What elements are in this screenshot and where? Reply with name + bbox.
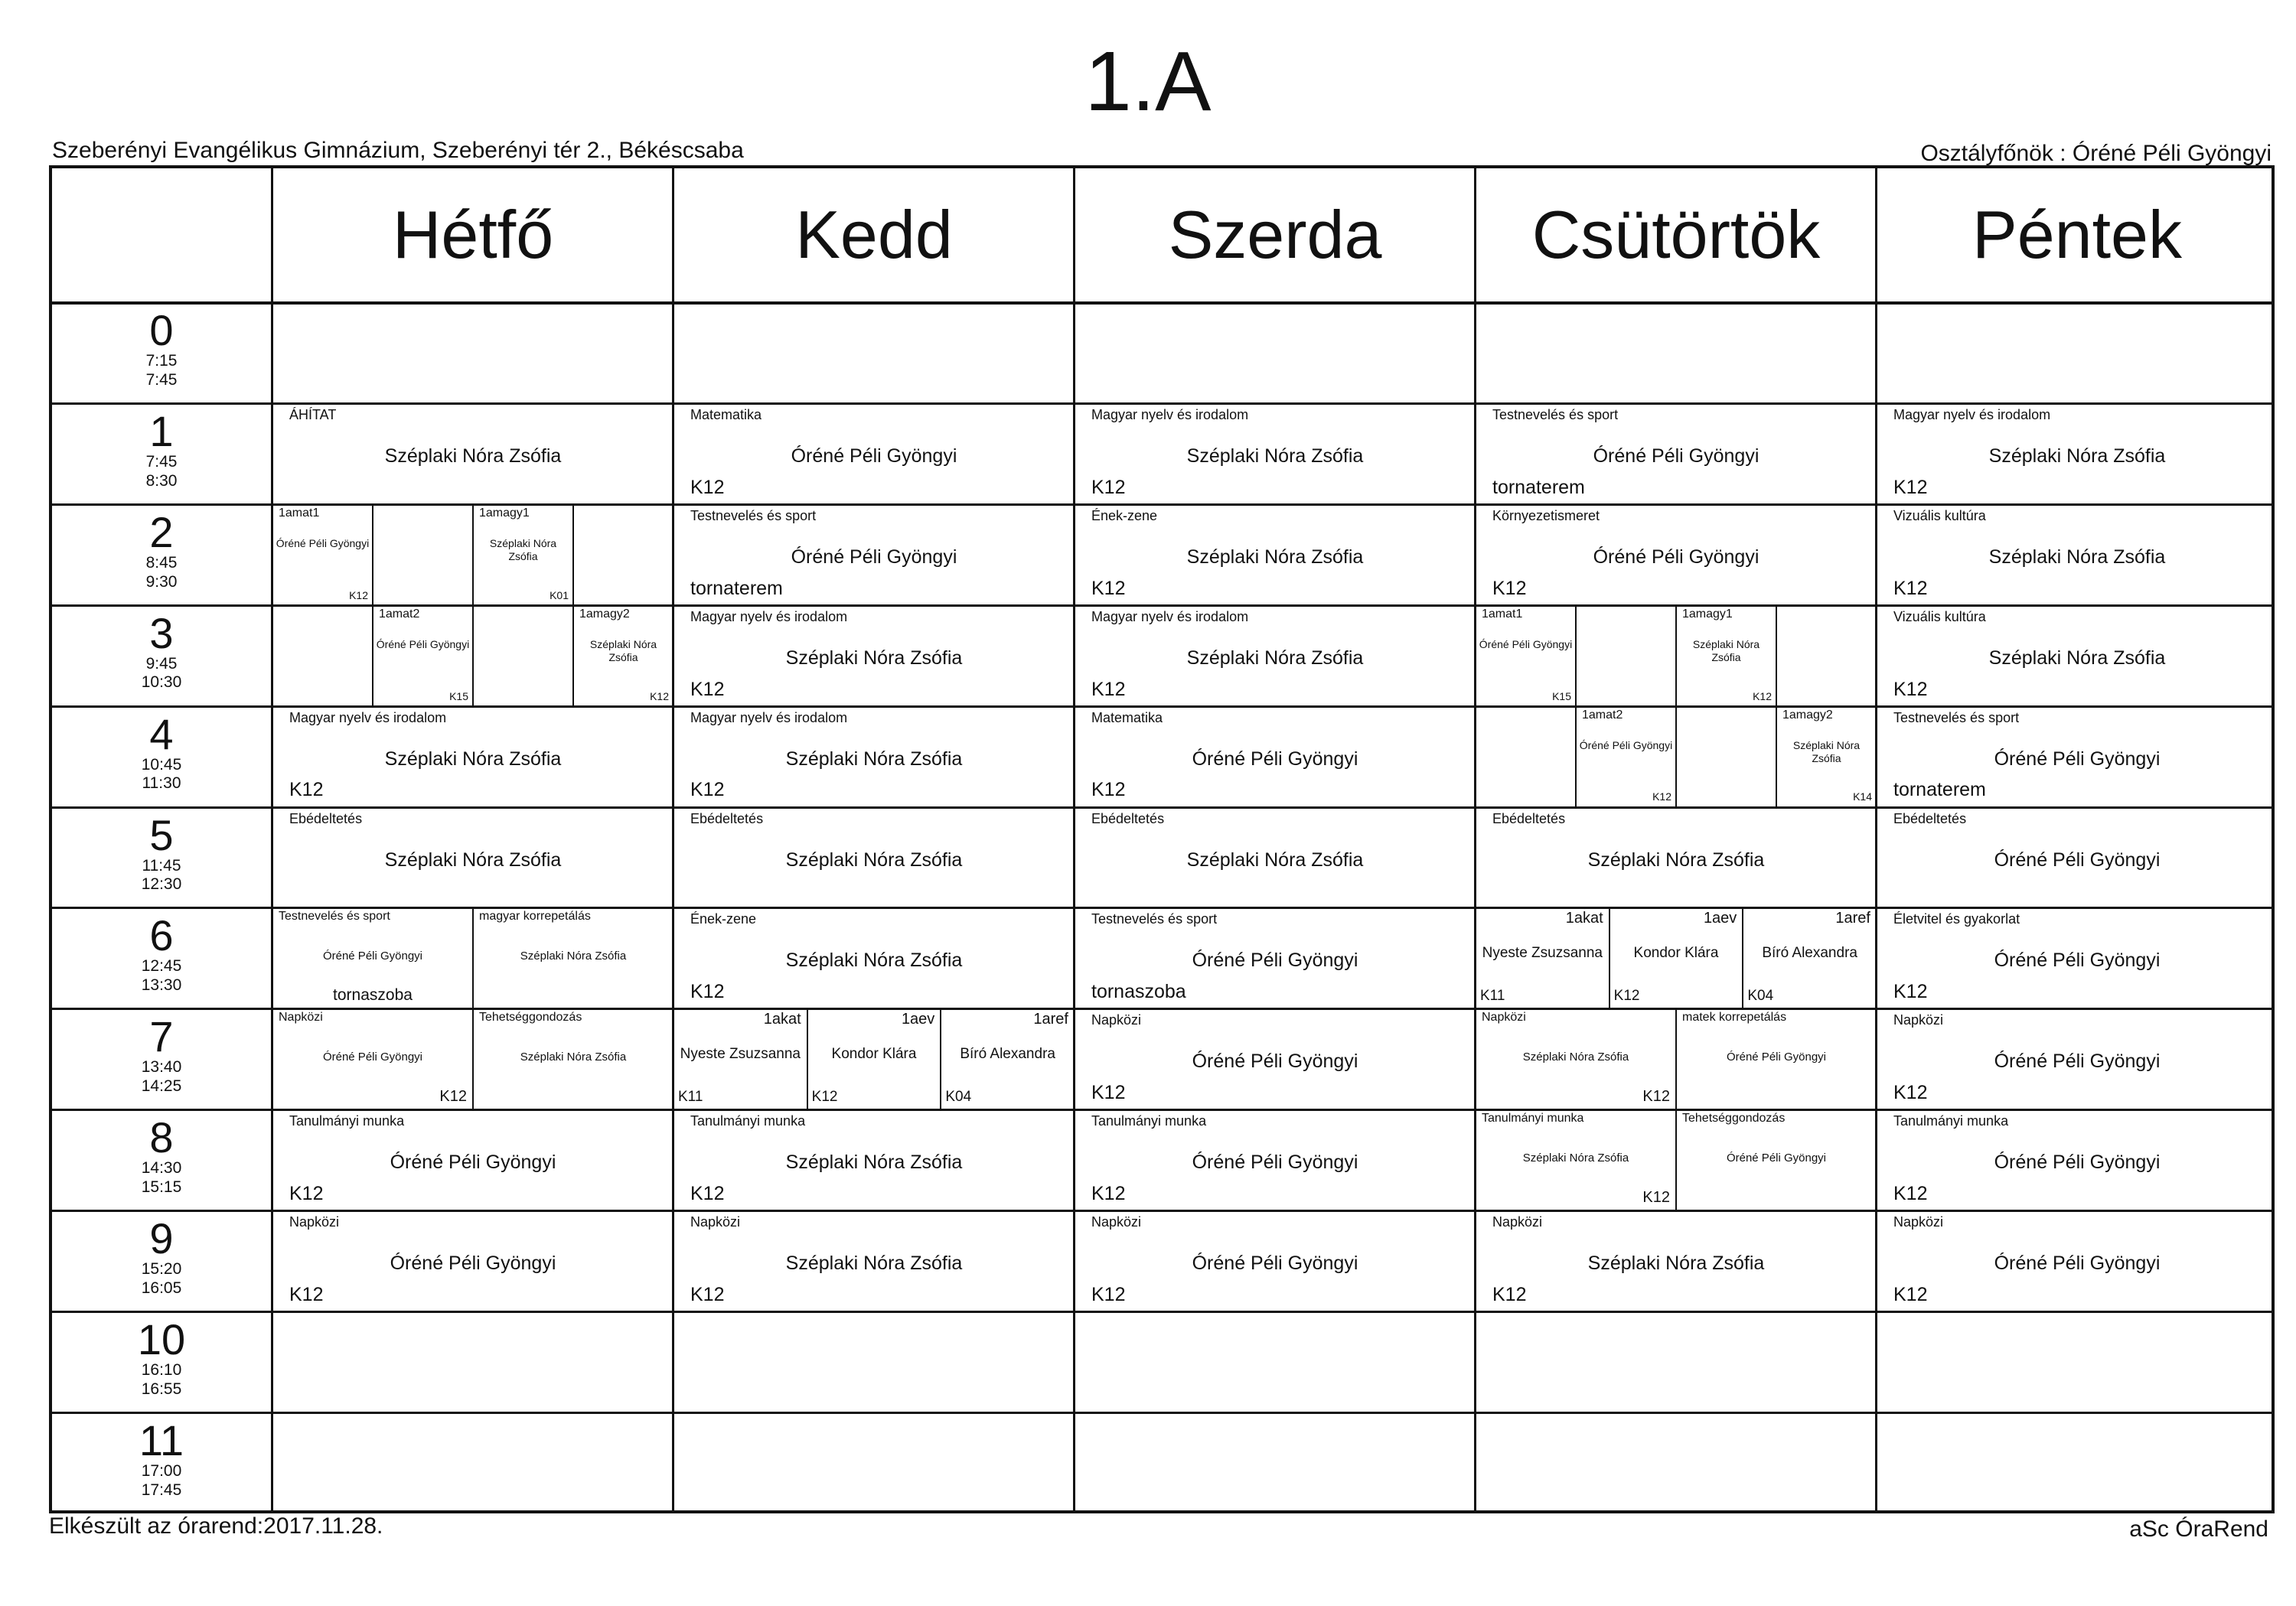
lesson-teacher: Széplaki Nóra Zsófia: [785, 1152, 963, 1174]
religion-group-cell[interactable]: [1609, 908, 1743, 1009]
lesson-teacher: Óréné Péli Gyöngyi: [1192, 1152, 1358, 1174]
lesson-teacher: Széplaki Nóra Zsófia: [785, 748, 963, 770]
lesson-room: K12: [1642, 1088, 1670, 1106]
lesson-room: K12: [690, 678, 725, 700]
period-number: 0: [149, 306, 174, 354]
group-name: 1amagy2: [579, 607, 630, 621]
lesson-room: K12: [289, 1283, 324, 1305]
period-number: 2: [149, 507, 174, 556]
lesson-cell[interactable]: [1877, 1009, 2278, 1110]
period-start-time: 13:40: [141, 1058, 182, 1077]
lesson-room: K12: [690, 1183, 725, 1205]
lesson-cell[interactable]: [673, 404, 1075, 505]
lesson-room: K12: [690, 476, 725, 498]
lesson-subject: Ének-zene: [1091, 507, 1158, 523]
lesson-cell[interactable]: [1075, 707, 1476, 808]
lesson-cell[interactable]: [1476, 808, 1877, 909]
group-lesson-cell[interactable]: [373, 606, 473, 707]
religion-group-cell[interactable]: [807, 1009, 941, 1110]
lesson-subject: Tanulmányi munka: [1482, 1112, 1584, 1126]
lesson-subject: Magyar nyelv és irodalom: [1091, 406, 1249, 422]
group-teacher: Óréné Péli Gyöngyi: [1579, 738, 1673, 751]
period-end-time: 8:30: [145, 471, 178, 490]
group-teacher: Óréné Péli Gyöngyi: [376, 637, 470, 650]
lesson-cell[interactable]: [1476, 505, 1877, 606]
period-end-time: 9:30: [145, 572, 178, 591]
group-room: K11: [678, 1089, 703, 1106]
lesson-cell[interactable]: [272, 1110, 673, 1211]
lesson-cell[interactable]: [673, 505, 1075, 606]
group-lesson-cell[interactable]: [272, 505, 373, 606]
day-header: Szerda: [1168, 197, 1382, 272]
group-room: K11: [1480, 988, 1505, 1005]
group-name: 1amat2: [379, 607, 420, 621]
lesson-subject: Testnevelés és sport: [279, 910, 390, 924]
lesson-teacher: Óréné Péli Gyöngyi: [1192, 748, 1358, 770]
lesson-subject: Ének-zene: [690, 911, 757, 927]
group-name: 1aev: [901, 1011, 935, 1028]
period-label: [52, 908, 271, 1009]
period-start-time: 7:45: [145, 452, 178, 471]
lesson-cell[interactable]: [272, 808, 673, 909]
lesson-cell[interactable]: [1877, 1110, 2278, 1211]
lesson-room: tornaterem: [1893, 779, 1986, 801]
lesson-cell[interactable]: [1877, 1211, 2278, 1312]
lesson-subject: Tehetséggondozás: [479, 1011, 582, 1025]
lesson-subject: Napközi: [279, 1011, 323, 1025]
lesson-subject: Testnevelés és sport: [1091, 911, 1218, 927]
lesson-subject: Tanulmányi munka: [690, 1113, 806, 1129]
lesson-subject: Életvitel és gyakorlat: [1893, 911, 2020, 927]
half-lesson-cell[interactable]: [1476, 1110, 1676, 1211]
lesson-cell[interactable]: [1075, 606, 1476, 707]
lesson-subject: Napközi: [1482, 1011, 1526, 1025]
period-end-time: 12:30: [141, 875, 182, 894]
lesson-teacher: Széplaki Nóra Zsófia: [785, 950, 963, 972]
lesson-teacher: Széplaki Nóra Zsófia: [384, 748, 562, 770]
group-room: K12: [811, 1089, 838, 1106]
lesson-cell[interactable]: [1075, 404, 1476, 505]
period-label: [52, 606, 271, 707]
timetable-grid: [49, 165, 2275, 1513]
lesson-room: K12: [1893, 1183, 1928, 1205]
period-end-time: 16:05: [141, 1279, 182, 1297]
lesson-room: K12: [1091, 1183, 1126, 1205]
lesson-cell[interactable]: [673, 606, 1075, 707]
lesson-room: K12: [1893, 1082, 1928, 1104]
period-number: 8: [149, 1113, 174, 1162]
lesson-subject: Vizuális kultúra: [1893, 507, 1986, 523]
period-label: [52, 707, 271, 808]
group-name: 1amagy2: [1782, 708, 1833, 722]
lesson-room: K12: [690, 981, 725, 1003]
lesson-cell[interactable]: [272, 707, 673, 808]
period-number: 4: [149, 709, 174, 758]
period-label: [52, 505, 271, 606]
half-lesson-cell[interactable]: [1676, 1110, 1877, 1211]
group-name: 1aref: [1033, 1011, 1068, 1028]
head-teacher: Osztályfőnök : Óréné Péli Gyöngyi: [1920, 141, 2272, 166]
lesson-teacher: Óréné Péli Gyöngyi: [1726, 1051, 1827, 1064]
class-title: 1.A: [1084, 34, 1212, 129]
day-header: Péntek: [1972, 197, 2182, 272]
half-lesson-cell[interactable]: [1676, 1009, 1877, 1110]
lesson-subject: Napközi: [1893, 1214, 1944, 1230]
group-teacher: Széplaki Nóra Zsófia: [489, 536, 557, 563]
lesson-teacher: Széplaki Nóra Zsófia: [785, 849, 963, 871]
day-header: Csütörtök: [1531, 197, 1821, 272]
period-start-time: 9:45: [145, 654, 178, 673]
lesson-room: K12: [1893, 678, 1928, 700]
group-name: 1aev: [1703, 910, 1737, 927]
lesson-room: K12: [1492, 577, 1527, 599]
period-end-time: 7:45: [145, 370, 178, 389]
lesson-teacher: Óréné Péli Gyöngyi: [390, 1253, 556, 1275]
lesson-teacher: Széplaki Nóra Zsófia: [520, 1051, 627, 1064]
lesson-subject: Napközi: [289, 1214, 340, 1230]
lesson-subject: Napközi: [1893, 1012, 1944, 1028]
lesson-room: K12: [1091, 678, 1126, 700]
lesson-room: K12: [289, 1183, 324, 1205]
period-start-time: 14:30: [141, 1159, 182, 1178]
period-end-time: 15:15: [141, 1178, 182, 1196]
lesson-room: K12: [1893, 476, 1928, 498]
lesson-teacher: Széplaki Nóra Zsófia: [1988, 445, 2166, 467]
period-start-time: 11:45: [142, 856, 181, 875]
lesson-teacher: Széplaki Nóra Zsófia: [785, 1253, 963, 1275]
half-lesson-cell[interactable]: [473, 1009, 673, 1110]
half-lesson-cell[interactable]: [1476, 1009, 1676, 1110]
lesson-subject: Napközi: [1091, 1214, 1142, 1230]
lesson-teacher: Széplaki Nóra Zsófia: [1186, 647, 1364, 669]
lesson-room: K12: [1492, 1283, 1527, 1305]
period-number: 7: [149, 1012, 174, 1061]
lesson-room: K12: [1091, 1283, 1126, 1305]
lesson-cell[interactable]: [673, 908, 1075, 1009]
period-start-time: 17:00: [141, 1461, 182, 1480]
period-label: [52, 1312, 271, 1413]
group-teacher: Óréné Péli Gyöngyi: [1479, 637, 1573, 650]
group-teacher: Nyeste Zsuzsanna: [680, 1046, 801, 1063]
lesson-cell[interactable]: [673, 808, 1075, 909]
lesson-teacher: Óréné Péli Gyöngyi: [1994, 1051, 2161, 1073]
group-room: K04: [945, 1089, 972, 1106]
period-number: 3: [149, 608, 174, 657]
lesson-cell[interactable]: [1877, 808, 2278, 909]
period-start-time: 7:15: [145, 352, 178, 370]
school-name: Szeberényi Evangélikus Gimnázium, Szeberényi tér 2., Békéscsaba: [52, 138, 744, 163]
lesson-teacher: Óréné Péli Gyöngyi: [1994, 849, 2161, 871]
lesson-room: K12: [1893, 981, 1928, 1003]
lesson-subject: Magyar nyelv és irodalom: [1091, 608, 1249, 624]
group-room: K12: [1652, 790, 1671, 803]
group-teacher: Bíró Alexandra: [960, 1046, 1055, 1063]
period-end-time: 10:30: [141, 673, 182, 692]
lesson-cell[interactable]: [1075, 908, 1476, 1009]
period-number: 11: [139, 1415, 184, 1464]
lesson-teacher: Óréné Péli Gyöngyi: [791, 546, 957, 568]
lesson-subject: Magyar nyelv és irodalom: [289, 709, 447, 725]
period-number: 9: [149, 1214, 174, 1263]
lesson-room: K12: [439, 1088, 467, 1106]
lesson-teacher: Óréné Péli Gyöngyi: [1994, 748, 2161, 770]
group-name: 1amagy1: [1682, 607, 1733, 621]
group-room: K15: [1552, 689, 1571, 702]
lesson-room: tornaszoba: [333, 986, 413, 1005]
group-name: 1akat: [763, 1011, 801, 1028]
period-number: 10: [137, 1315, 186, 1363]
lesson-teacher: Széplaki Nóra Zsófia: [520, 950, 627, 963]
lesson-cell[interactable]: [1075, 808, 1476, 909]
lesson-teacher: Óréné Péli Gyöngyi: [390, 1152, 556, 1174]
lesson-teacher: Óréné Péli Gyöngyi: [1994, 1152, 2161, 1174]
lesson-subject: Ebédeltetés: [690, 810, 764, 826]
group-room: K12: [650, 689, 669, 702]
group-name: 1amat2: [1582, 708, 1623, 722]
lesson-subject: Tanulmányi munka: [1893, 1113, 2009, 1129]
period-number: 5: [149, 810, 174, 859]
period-label: [52, 303, 271, 404]
lesson-teacher: Széplaki Nóra Zsófia: [1587, 849, 1765, 871]
group-teacher: Kondor Klára: [1633, 945, 1719, 962]
lesson-cell[interactable]: [1075, 505, 1476, 606]
lesson-teacher: Széplaki Nóra Zsófia: [785, 647, 963, 669]
group-room: K12: [1613, 988, 1640, 1005]
group-name: 1amat1: [279, 506, 320, 520]
group-room: K01: [550, 588, 569, 601]
lesson-subject: Testnevelés és sport: [690, 507, 817, 523]
lesson-teacher: Óréné Péli Gyöngyi: [322, 950, 423, 963]
lesson-teacher: Óréné Péli Gyöngyi: [1593, 546, 1760, 568]
period-end-time: 17:45: [141, 1481, 182, 1499]
period-end-time: 13:30: [141, 976, 182, 995]
lesson-cell[interactable]: [1476, 1211, 1877, 1312]
lesson-room: K12: [690, 1283, 725, 1305]
lesson-room: K12: [1642, 1189, 1670, 1207]
group-teacher: Nyeste Zsuzsanna: [1482, 945, 1603, 962]
lesson-room: tornaterem: [690, 577, 783, 599]
lesson-teacher: Széplaki Nóra Zsófia: [1522, 1051, 1629, 1064]
lesson-cell[interactable]: [1075, 1110, 1476, 1211]
lesson-cell[interactable]: [1075, 1009, 1476, 1110]
row-divider: [52, 301, 2272, 305]
period-label: [52, 808, 271, 909]
lesson-subject: Ebédeltetés: [289, 810, 363, 826]
group-lesson-cell[interactable]: [1576, 707, 1676, 808]
lesson-subject: Ebédeltetés: [1893, 810, 1967, 826]
lesson-teacher: Széplaki Nóra Zsófia: [384, 445, 562, 467]
lesson-teacher: Széplaki Nóra Zsófia: [384, 849, 562, 871]
lesson-subject: Ebédeltetés: [1091, 810, 1165, 826]
lesson-teacher: Óréné Péli Gyöngyi: [1192, 950, 1358, 972]
day-header: Kedd: [795, 197, 953, 272]
lesson-subject: Napközi: [690, 1214, 741, 1230]
lesson-cell[interactable]: [1877, 908, 2278, 1009]
lesson-subject: Tanulmányi munka: [289, 1113, 405, 1129]
lesson-subject: magyar korrepetálás: [479, 910, 591, 924]
group-name: 1akat: [1565, 910, 1603, 927]
half-lesson-cell[interactable]: [473, 908, 673, 1009]
religion-group-cell[interactable]: [941, 1009, 1075, 1110]
lesson-teacher: Széplaki Nóra Zsófia: [1522, 1152, 1629, 1165]
half-lesson-cell[interactable]: [272, 1009, 473, 1110]
lesson-teacher: Széplaki Nóra Zsófia: [1186, 445, 1364, 467]
lesson-cell[interactable]: [673, 707, 1075, 808]
period-start-time: 16:10: [141, 1361, 182, 1379]
lesson-subject: Tanulmányi munka: [1091, 1113, 1207, 1129]
lesson-subject: Matematika: [690, 406, 762, 422]
lesson-teacher: Óréné Péli Gyöngyi: [1192, 1253, 1358, 1275]
lesson-cell[interactable]: [1877, 404, 2278, 505]
group-lesson-cell[interactable]: [473, 505, 573, 606]
lesson-subject: Ebédeltetés: [1492, 810, 1566, 826]
lesson-room: K12: [1091, 779, 1126, 801]
lesson-cell[interactable]: [1877, 505, 2278, 606]
lesson-subject: Napközi: [1492, 1214, 1543, 1230]
lesson-teacher: Óréné Péli Gyöngyi: [791, 445, 957, 467]
lesson-cell[interactable]: [272, 1211, 673, 1312]
period-label: [52, 1110, 271, 1211]
group-lesson-cell[interactable]: [1776, 707, 1877, 808]
group-teacher: Kondor Klára: [831, 1046, 917, 1063]
group-room: K12: [1753, 689, 1772, 702]
period-start-time: 12:45: [141, 957, 182, 976]
lesson-cell[interactable]: [673, 1211, 1075, 1312]
lesson-teacher: Óréné Péli Gyöngyi: [1726, 1152, 1827, 1165]
lesson-subject: matek korrepetálás: [1682, 1011, 1787, 1025]
day-header: Hétfő: [392, 197, 554, 272]
lesson-cell[interactable]: [1877, 707, 2278, 808]
lesson-room: K12: [690, 779, 725, 801]
group-room: K15: [449, 689, 468, 702]
lesson-teacher: Széplaki Nóra Zsófia: [1988, 546, 2166, 568]
lesson-teacher: Óréné Péli Gyöngyi: [1593, 445, 1760, 467]
lesson-subject: Napközi: [1091, 1012, 1142, 1028]
religion-group-cell[interactable]: [1476, 908, 1609, 1009]
lesson-teacher: Széplaki Nóra Zsófia: [1186, 849, 1364, 871]
half-lesson-cell[interactable]: [272, 908, 473, 1009]
group-teacher: Széplaki Nóra Zsófia: [1692, 637, 1760, 664]
group-teacher: Bíró Alexandra: [1762, 945, 1857, 962]
period-end-time: 14:25: [141, 1077, 182, 1096]
lesson-teacher: Óréné Péli Gyöngyi: [1994, 950, 2161, 972]
group-room: K04: [1747, 988, 1774, 1005]
group-name: 1aref: [1835, 910, 1870, 927]
period-number: 1: [149, 406, 174, 455]
lesson-subject: Magyar nyelv és irodalom: [690, 709, 848, 725]
period-start-time: 8:45: [145, 553, 178, 572]
lesson-room: K12: [1893, 1283, 1928, 1305]
period-label: [52, 1009, 271, 1110]
lesson-room: K12: [1893, 577, 1928, 599]
lesson-teacher: Széplaki Nóra Zsófia: [1186, 546, 1364, 568]
row-divider: [52, 1412, 2272, 1414]
lesson-cell[interactable]: [673, 1110, 1075, 1211]
group-lesson-cell[interactable]: [1676, 606, 1776, 707]
lesson-teacher: Széplaki Nóra Zsófia: [1988, 647, 2166, 669]
group-room: K14: [1853, 790, 1872, 803]
lesson-subject: Vizuális kultúra: [1893, 608, 1986, 624]
period-label: [52, 1413, 271, 1514]
lesson-cell[interactable]: [1075, 1211, 1476, 1312]
lesson-subject: Testnevelés és sport: [1492, 406, 1619, 422]
lesson-teacher: Óréné Péli Gyöngyi: [1994, 1253, 2161, 1275]
lesson-room: K12: [1091, 476, 1126, 498]
lesson-subject: Magyar nyelv és irodalom: [1893, 406, 2051, 422]
lesson-cell[interactable]: [1476, 404, 1877, 505]
lesson-subject: ÁHÍTAT: [289, 406, 337, 422]
lesson-subject: Környezetismeret: [1492, 507, 1600, 523]
period-label: [52, 1211, 271, 1312]
period-label: [52, 404, 271, 505]
period-number: 6: [149, 911, 174, 960]
lesson-room: tornaterem: [1492, 476, 1585, 498]
lesson-room: K12: [1091, 1082, 1126, 1104]
lesson-room: K12: [1091, 577, 1126, 599]
period-start-time: 15:20: [141, 1260, 182, 1279]
group-room: K12: [349, 588, 368, 601]
lesson-teacher: Óréné Péli Gyöngyi: [1192, 1051, 1358, 1073]
group-teacher: Széplaki Nóra Zsófia: [1792, 738, 1861, 765]
group-name: 1amat1: [1482, 607, 1523, 621]
lesson-subject: Tehetséggondozás: [1682, 1112, 1786, 1126]
lesson-cell[interactable]: [272, 404, 673, 505]
group-lesson-cell[interactable]: [1476, 606, 1576, 707]
lesson-room: K12: [289, 779, 324, 801]
lesson-cell[interactable]: [1877, 606, 2278, 707]
software-name: aSc ÓraRend: [2129, 1516, 2268, 1542]
religion-group-cell[interactable]: [1743, 908, 1877, 1009]
group-lesson-cell[interactable]: [573, 606, 673, 707]
lesson-teacher: Széplaki Nóra Zsófia: [1587, 1253, 1765, 1275]
period-start-time: 10:45: [141, 755, 182, 774]
lesson-teacher: Óréné Péli Gyöngyi: [322, 1051, 423, 1064]
religion-group-cell[interactable]: [673, 1009, 807, 1110]
created-date: Elkészült az órarend:2017.11.28.: [49, 1513, 383, 1539]
lesson-room: tornaszoba: [1091, 981, 1186, 1003]
lesson-subject: Testnevelés és sport: [1893, 709, 2020, 725]
period-end-time: 16:55: [141, 1380, 182, 1398]
group-name: 1amagy1: [479, 506, 530, 520]
group-teacher: Széplaki Nóra Zsófia: [589, 637, 657, 664]
period-end-time: 11:30: [142, 774, 181, 793]
lesson-subject: Magyar nyelv és irodalom: [690, 608, 848, 624]
lesson-subject: Matematika: [1091, 709, 1163, 725]
group-teacher: Óréné Péli Gyöngyi: [276, 536, 370, 549]
